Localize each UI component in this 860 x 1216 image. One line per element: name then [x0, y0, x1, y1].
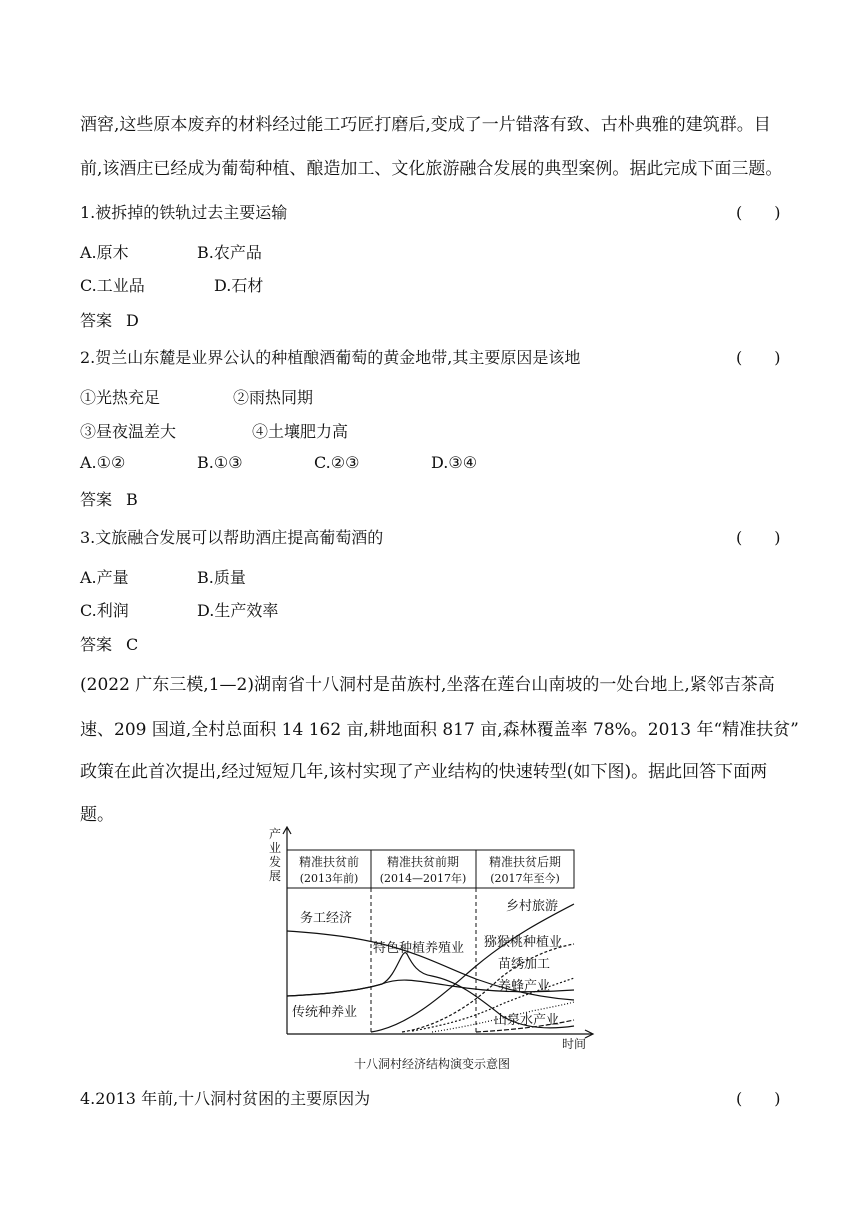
- stage-2-label: 精准扶贫前期: [386, 855, 460, 869]
- stage-3-years: (2017年至今): [490, 872, 560, 885]
- y-axis-label: 产 业 发 展: [269, 827, 282, 883]
- label-traditional-farming: 传统种养业: [292, 1005, 358, 1020]
- question-4-stem: 4.2013 年前,十八洞村贫困的主要原因为: [80, 1089, 371, 1108]
- q1-answer: [80, 308, 139, 331]
- q3-option-a: A.产量: [80, 568, 129, 587]
- passage-2-line-4: 题。: [80, 805, 114, 825]
- q2-item-2: ②雨热同期: [233, 388, 314, 407]
- q2-item-1: ①光热充足: [80, 388, 161, 407]
- q1-option-a: A.原木: [80, 243, 129, 262]
- q3-answer: [80, 632, 138, 655]
- passage-2-line-2: 速、209 国道,全村总面积 14 162 亩,耕地面积 817 亩,森林覆盖率 78%。2013 年“精准扶贫”: [80, 720, 799, 740]
- figure-caption: 十八洞村经济结构演变示意图: [353, 1057, 511, 1071]
- q2-answer-label: 答案: [80, 490, 113, 509]
- q2-item-3: ③昼夜温差大: [80, 422, 177, 441]
- passage-2-line-3: 政策在此首次提出,经过短短几年,该村实现了产业结构的快速转型(如下图)。据此回答下面两: [80, 762, 768, 782]
- question-2-answer-bracket: ( ): [736, 348, 781, 367]
- q3-option-d: D.生产效率: [197, 601, 279, 620]
- label-spring-water: 山泉水产业: [494, 1013, 560, 1028]
- q1-answer-label: 答案: [80, 311, 113, 330]
- label-embroidery: 苗绣加工: [498, 957, 551, 972]
- question-1-stem: 1.被拆掉的铁轨过去主要运输: [80, 203, 288, 222]
- stage-3-label: 精准扶贫后期: [488, 855, 562, 869]
- q3-option-c: C.利润: [80, 601, 129, 620]
- q2-option-a: A.①②: [80, 453, 126, 472]
- label-migrant-economy: 务工经济: [300, 911, 353, 926]
- economic-structure-figure: [262, 826, 602, 1074]
- x-axis-label: 时间: [562, 1037, 587, 1051]
- passage-2-line-1: (2022 广东三模,1—2)湖南省十八洞村是苗族村,坐落在莲台山南坡的一处台地上,紧邻吉茶高: [80, 675, 775, 695]
- stage-1-label: 精准扶贫前: [298, 855, 360, 869]
- intro-line-1: 酒窖,这些原本废弃的材料经过能工巧匠打磨后,变成了一片错落有致、古朴典雅的建筑群。目: [80, 115, 771, 135]
- q2-answer: [80, 487, 138, 510]
- q2-option-d: D.③④: [431, 453, 478, 472]
- q1-option-c: C.工业品: [80, 276, 145, 295]
- label-specialty-farming: 特色种植养殖业: [373, 941, 465, 956]
- question-3-stem: 3.文旅融合发展可以帮助酒庄提高葡萄酒的: [80, 528, 384, 547]
- q1-option-d: D.石材: [214, 276, 264, 295]
- question-3-answer-bracket: ( ): [736, 528, 781, 547]
- q2-option-c: C.②③: [314, 453, 360, 472]
- q3-option-b: B.质量: [197, 568, 246, 587]
- label-rural-tourism: 乡村旅游: [506, 899, 559, 914]
- question-1-answer-bracket: ( ): [736, 203, 781, 222]
- q2-item-4: ④土壤肥力高: [252, 422, 349, 441]
- stage-1-years: (2013年前): [299, 872, 359, 885]
- intro-line-2: 前,该酒庄已经成为葡萄种植、酿造加工、文化旅游融合发展的典型案例。据此完成下面三题。: [80, 159, 783, 179]
- q1-option-b: B.农产品: [197, 243, 262, 262]
- stage-2-years: (2014—2017年): [379, 872, 467, 885]
- question-2-stem: 2.贺兰山东麓是业界公认的种植酿酒葡萄的黄金地带,其主要原因是该地: [80, 348, 581, 367]
- q2-option-b: B.①③: [197, 453, 243, 472]
- q3-answer-value: C: [126, 635, 139, 654]
- q2-answer-value: B: [126, 490, 138, 509]
- label-kiwi: 猕猴桃种植业: [484, 935, 563, 950]
- q3-answer-label: 答案: [80, 635, 113, 654]
- label-bee: 养蜂产业: [498, 979, 551, 994]
- question-4-answer-bracket: ( ): [736, 1089, 781, 1108]
- q1-answer-value: D: [126, 311, 139, 330]
